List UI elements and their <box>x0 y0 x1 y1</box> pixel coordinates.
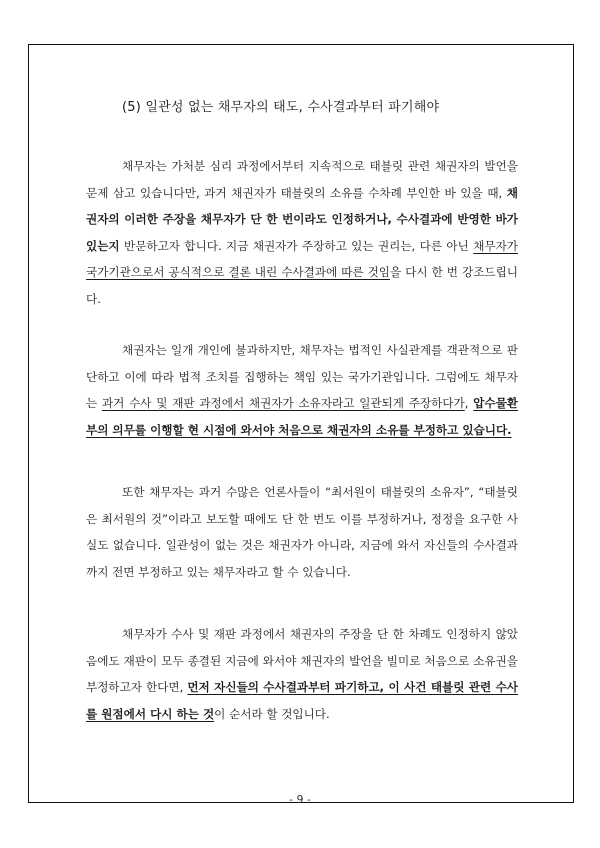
paragraph-3-text-1: 또한 채무자는 과거 수많은 언론사들이 “최서원이 태블릿의 소유자”, “태블릿은 최서원의 것”이라고 보도할 때에도 단 한 번도 이를 부정하거나, 정정을 요구한 사실도 없습니다. 일관성이 없는 것은 채권자가 아니라, 지금에 와서 자신들의 수사결과까지 전면 부정하고 있는 채무자라고 할 수 있습니다. <box>86 485 518 579</box>
page-content <box>86 96 518 727</box>
paragraph-1-text-1: 채무자는 가처분 심리 과정에서부터 지속적으로 태블릿 관련 채권자의 발언을 문제 삼고 있습니다만, 과거 채권자가 태블릿의 소유를 수차례 부인한 바 있을 때, <box>86 159 518 200</box>
paragraph-1-text-2: 반문하고자 합니다. 지금 채권자가 주장하고 있는 권리는, 다른 아닌 <box>119 238 474 253</box>
paragraph-2 <box>86 337 518 443</box>
paragraph-1 <box>86 153 518 312</box>
section-heading: (5) 일관성 없는 채무자의 태도, 수사결과부터 파기해야 <box>122 100 440 115</box>
paragraph-1-bold-1: 채권자의 이러한 주장을 채무자가 단 한 번이라도 인정하거나, 수사결과에 반영한 바가 있는지 <box>86 185 518 253</box>
paragraph-1-underline-1: 채무자가 국가기관으로서 공식적으로 결론 내린 수사결과에 따른 것임 <box>86 238 518 279</box>
paragraph-3 <box>86 479 518 585</box>
paragraph-2-underline-1: 과거 수사 및 재판 과정에서 채권자가 소유자라고 일관되게 주장하다가 <box>101 396 465 410</box>
paragraph-4-text-2: 이 순서라 할 것입니다. <box>214 706 330 721</box>
paragraph-1-text-3: 을 다시 한 번 강조드립니다. <box>86 265 518 306</box>
paragraph-4 <box>86 621 518 727</box>
paragraph-4-bold-underline-1: 먼저 자신들의 수사결과부터 파기하고, 이 사건 태블릿 관련 수사를 원점에서 다시 하는 것 <box>86 680 518 721</box>
paragraph-2-bold-underline-1: 압수물환부의 의무를 이행할 현 시점에 와서야 처음으로 채권자의 소유를 부정하고 있습니다. <box>86 396 518 437</box>
paragraph-4-text-1: 채무자가 수사 및 재판 과정에서 채권자의 주장을 단 한 차례도 인정하지 않았음에도 재판이 모두 종결된 지금에 와서야 채권자의 발언을 빌미로 처음으로 소유권을 부정하고자 한다면, <box>86 627 518 694</box>
page-number: - 9 - <box>289 793 311 806</box>
paragraph-2-text-2: , <box>464 396 474 410</box>
paragraph-2-text-1: 채권자는 일개 개인에 불과하지만, 채무자는 법적인 사실관계를 객관적으로 판단하고 이에 따라 법적 조치를 집행하는 책임 있는 국가기관입니다. 그럼에도 채무자는 <box>86 343 518 410</box>
